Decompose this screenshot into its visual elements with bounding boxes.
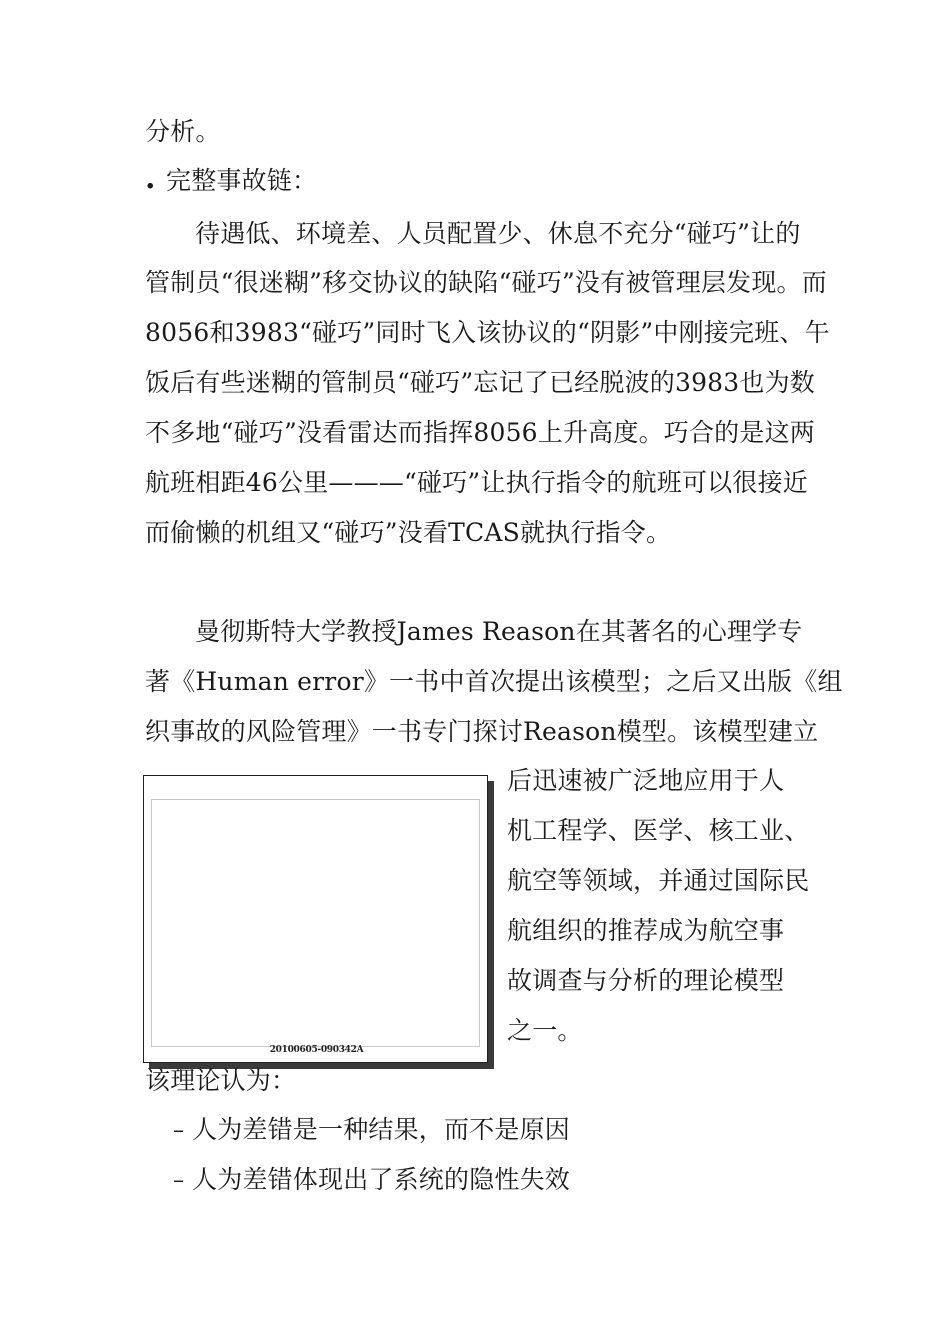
paragraph-line: 待遇低、环境差、人员配置少、休息不充分“碰巧”让的 xyxy=(195,219,801,248)
section-heading: 完整事故链： xyxy=(166,166,318,195)
bullet-text: 人为差错是一种结果，而不是原因 xyxy=(192,1115,571,1144)
bullet-marker: – xyxy=(173,1118,184,1143)
paragraph-line: 之一。 xyxy=(507,1016,583,1045)
paragraph-line: 织事故的风险管理》一书专门探讨Reason模型。该模型建立 xyxy=(145,717,819,746)
paragraph-line: 航班相距46公里———“碰巧”让执行指令的航班可以很接近 xyxy=(145,468,808,497)
paragraph-line: 管制员“很迷糊”移交协议的缺陷“碰巧”没有被管理层发现。而 xyxy=(145,268,827,297)
section-bullet: . xyxy=(145,161,156,196)
paragraph-line: 而偷懒的机组又“碰巧”没看TCAS就执行指令。 xyxy=(145,518,672,547)
paragraph-line: 8056和3983“碰巧”同时飞入该协议的“阴影”中刚接完班、午 xyxy=(145,318,830,347)
figure-caption-text: 20100605-090342A xyxy=(269,1045,364,1055)
theory-intro: 该理论认为： xyxy=(145,1066,297,1095)
figure-caption xyxy=(144,1046,487,1056)
paragraph-line: 航组织的推荐成为航空事 xyxy=(507,916,785,945)
paragraph-line: 故调查与分析的理论模型 xyxy=(507,966,785,995)
bullet-text: 人为差错体现出了系统的隐性失效 xyxy=(192,1165,571,1194)
paragraph-line: 曼彻斯特大学教授James Reason在其著名的心理学专 xyxy=(195,617,803,646)
paragraph-line: 不多地“碰巧”没看雷达而指挥8056上升高度。巧合的是这两 xyxy=(145,418,815,447)
figure-frame xyxy=(143,775,488,1063)
paragraph-line: 航空等领域，并通过国际民 xyxy=(507,866,810,895)
figure-image-area xyxy=(151,799,480,1047)
paragraph-line: 著《Human error》一书中首次提出该模型；之后又出版《组 xyxy=(145,667,843,696)
paragraph-line: 机工程学、医学、核工业、 xyxy=(507,816,810,845)
top-fragment: 分析。 xyxy=(145,117,221,146)
bullet-marker: – xyxy=(173,1168,184,1193)
paragraph-line: 饭后有些迷糊的管制员“碰巧”忘记了已经脱波的3983也为数 xyxy=(145,368,815,397)
paragraph-line: 后迅速被广泛地应用于人 xyxy=(507,766,785,795)
